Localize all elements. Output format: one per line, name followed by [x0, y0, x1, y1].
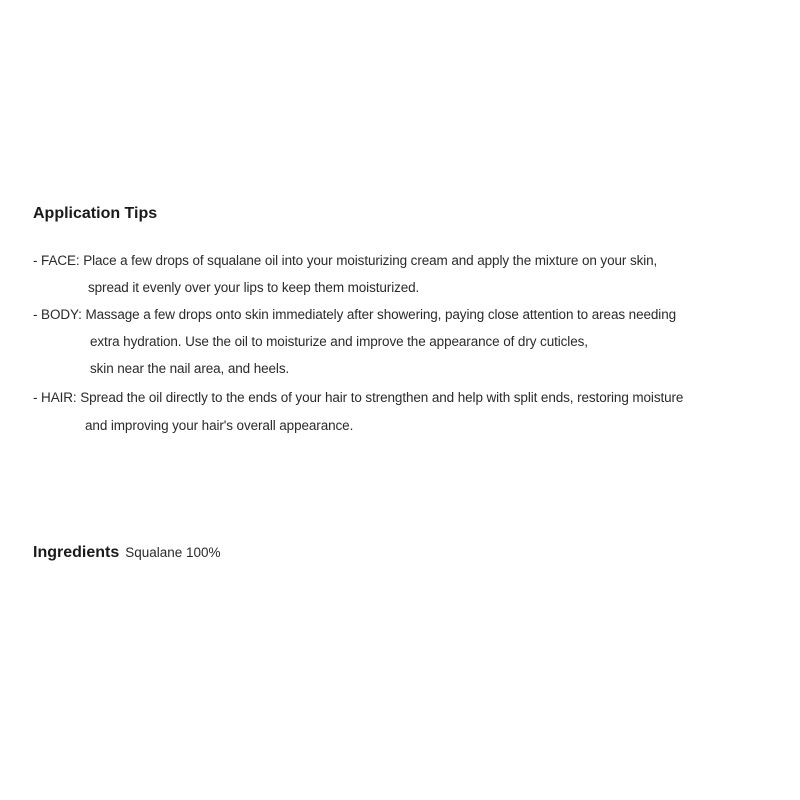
ingredients-section: [33, 544, 221, 562]
face-tip-line-1: - FACE: Place a few drops of squalane oil into your moisturizing cream and apply the mixture on your skin,: [33, 253, 658, 268]
ingredients-title: Ingredients: [33, 544, 120, 561]
body-tip-line-1: - BODY: Massage a few drops onto skin immediately after showering, paying close attention to areas needing: [33, 307, 677, 322]
hair-tip-line-2: and improving your hair's overall appearance.: [85, 418, 354, 433]
body-tip-line-2: extra hydration. Use the oil to moisturize and improve the appearance of dry cuticles,: [90, 334, 588, 349]
ingredients-value: Squalane 100%: [125, 545, 221, 560]
face-tip-line-2: spread it evenly over your lips to keep them moisturized.: [88, 280, 420, 295]
hair-tip-line-1: - HAIR: Spread the oil directly to the ends of your hair to strengthen and help with split ends, restoring moisture: [33, 390, 684, 405]
body-tip-line-3: skin near the nail area, and heels.: [90, 361, 290, 376]
application-tips-title: Application Tips: [33, 205, 158, 222]
